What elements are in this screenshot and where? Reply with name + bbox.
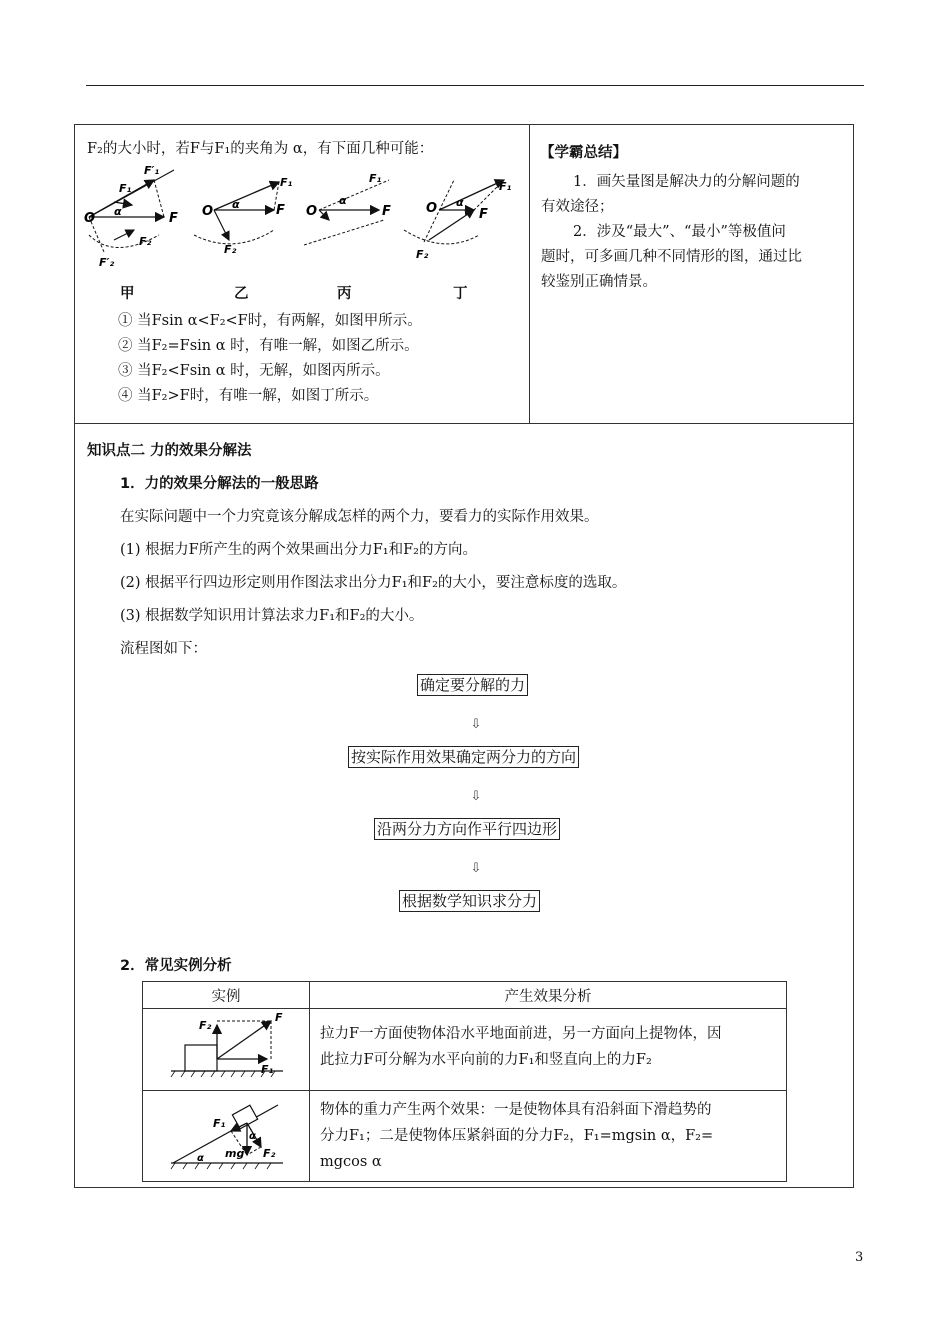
intro-text: F₂的大小时，若F与F₁的夹角为 α，有下面几种可能： — [87, 141, 434, 157]
svg-text:α: α — [249, 1131, 256, 1142]
summary-line-4: 题时，可多画几种不同情形的图，通过比 — [541, 249, 802, 265]
svg-text:O: O — [202, 204, 214, 219]
table-row — [143, 1091, 787, 1182]
paragraph-1: 在实际问题中一个力究竟该分解成怎样的两个力，要看力的实际作用效果。 — [120, 509, 599, 525]
svg-text:F₁: F₁ — [499, 180, 512, 193]
label-f: F — [169, 211, 178, 226]
subheading-2: 2．常见实例分析 — [120, 958, 232, 974]
diagram-bing — [304, 172, 391, 245]
flow-step-2: 按实际作用效果确定两分力的方向 — [348, 746, 579, 768]
svg-text:α: α — [197, 1153, 204, 1164]
diagram-yi — [194, 176, 293, 256]
label-f1: F₁ — [119, 182, 132, 195]
case-4: ④ 当F₂>F时，有唯一解，如图丁所示。 — [118, 388, 379, 404]
analysis-1-line-2: 此拉力F可分解为水平向前的力F₁和竖直向上的力F₂ — [320, 1052, 652, 1068]
svg-text:F: F — [479, 207, 488, 222]
row-divider — [74, 423, 854, 424]
label-f2p: F′₂ — [99, 256, 115, 269]
paragraph-5: 流程图如下： — [120, 641, 207, 657]
svg-text:F₂: F₂ — [416, 248, 429, 261]
svg-text:O: O — [306, 204, 318, 219]
label-alpha: α — [114, 205, 122, 218]
svg-text:F₂: F₂ — [199, 1019, 212, 1032]
svg-text:F₂: F₂ — [224, 243, 237, 256]
case-1: ① 当Fsin α<F₂<F时，有两解，如图甲所示。 — [118, 313, 422, 329]
paragraph-3: (2) 根据平行四边形定则用作图法求出分力F₁和F₂的大小，要注意标度的选取。 — [120, 575, 627, 591]
example-figure-1-cell — [143, 1009, 310, 1091]
svg-text:mg: mg — [225, 1147, 245, 1160]
example-analysis-2 — [310, 1091, 787, 1182]
case-3: ③ 当F₂<Fsin α 时，无解，如图丙所示。 — [118, 363, 390, 379]
flow-arrow-2: ⇩ — [470, 789, 482, 804]
analysis-2-line-2: 分力F₁；二是使物体压紧斜面的分力F₂，F₁=mgsin α，F₂= — [320, 1128, 714, 1144]
summary-line-2: 有效途径； — [541, 199, 614, 215]
example-table — [142, 981, 787, 1182]
example-figure-2-cell — [143, 1091, 310, 1182]
svg-text:α: α — [339, 194, 347, 207]
flow-arrow-3: ⇩ — [470, 861, 482, 876]
header-rule — [86, 85, 864, 86]
page-number: 3 — [855, 1250, 864, 1265]
flow-step-1: 确定要分解的力 — [417, 674, 528, 696]
flow-step-3: 沿两分力方向作平行四边形 — [374, 818, 560, 840]
example-analysis-1 — [310, 1009, 787, 1091]
label-f1p: F′₁ — [144, 164, 160, 177]
section-heading: 知识点二 力的效果分解法 — [87, 443, 252, 459]
label-yi: 乙 — [234, 286, 249, 302]
analysis-2-line-1: 物体的重力产生两个效果：一是使物体具有沿斜面下滑趋势的 — [320, 1102, 712, 1118]
svg-text:F: F — [382, 204, 391, 219]
incline-figure — [143, 1091, 309, 1177]
header-example: 实例 — [143, 982, 310, 1009]
label-ding: 丁 — [453, 286, 468, 302]
svg-text:F₁: F₁ — [261, 1063, 274, 1076]
svg-text:F: F — [276, 203, 285, 218]
subheading-1: 1．力的效果分解法的一般思路 — [120, 476, 319, 492]
summary-line-3: 2．涉及“最大”、“最小”等极值问 — [573, 224, 786, 240]
svg-text:O: O — [426, 201, 438, 216]
svg-text:F₁: F₁ — [213, 1117, 226, 1130]
svg-text:F: F — [275, 1011, 283, 1024]
flow-arrow-1: ⇩ — [470, 717, 482, 732]
paragraph-2: (1) 根据力F所产生的两个效果画出分力F₁和F₂的方向。 — [120, 542, 477, 558]
svg-text:F₁: F₁ — [280, 176, 293, 189]
table-row — [143, 1009, 787, 1091]
case-2: ② 当F₂=Fsin α 时，有唯一解，如图乙所示。 — [118, 338, 419, 354]
svg-text:F₁: F₁ — [369, 172, 382, 185]
decomposition-diagrams — [84, 160, 524, 275]
paragraph-4: (3) 根据数学知识用计算法求力F₁和F₂的大小。 — [120, 608, 424, 624]
label-bing: 丙 — [337, 286, 352, 302]
label-jia: 甲 — [120, 286, 135, 302]
flow-step-4: 根据数学知识求分力 — [399, 890, 540, 912]
summary-line-1: 1．画矢量图是解决力的分解问题的 — [573, 174, 800, 190]
label-o: O — [84, 211, 96, 226]
analysis-1-line-1: 拉力F一方面使物体沿水平地面前进，另一方面向上提物体，因 — [320, 1026, 722, 1042]
analysis-2-line-3: mgcos α — [320, 1154, 382, 1170]
svg-text:α: α — [456, 196, 464, 209]
pull-force-figure — [143, 1009, 309, 1086]
header-analysis: 产生效果分析 — [310, 982, 787, 1009]
diagram-jia — [84, 164, 178, 269]
summary-title: 【学霸总结】 — [540, 145, 627, 161]
diagram-ding — [404, 180, 512, 261]
column-divider — [529, 124, 530, 424]
svg-text:F₂: F₂ — [263, 1147, 276, 1160]
svg-text:α: α — [232, 198, 240, 211]
summary-line-5: 较鉴别正确情景。 — [541, 274, 657, 290]
table-header-row — [143, 982, 787, 1009]
label-f2: F₂ — [139, 235, 152, 248]
